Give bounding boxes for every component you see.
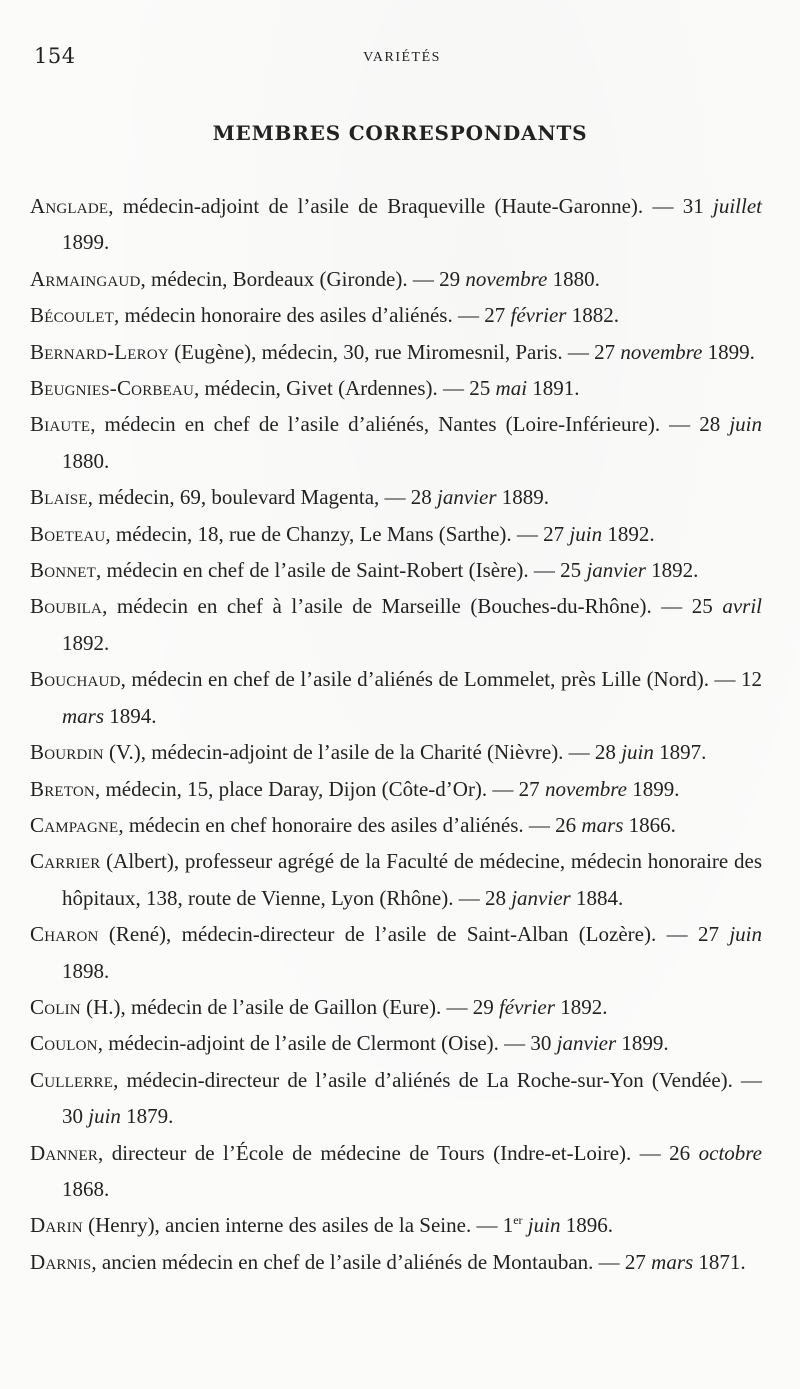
- member-description: , médecin en chef de l’asile de Saint-Robert (Isère). — 25: [96, 558, 587, 583]
- member-entry: [30, 516, 762, 552]
- member-date-month: juin: [729, 922, 762, 947]
- member-name: Blaise: [30, 485, 88, 510]
- member-date-year: 1894.: [104, 703, 157, 728]
- member-name: Bouchaud: [30, 667, 121, 692]
- member-description: , ancien médecin en chef de l’asile d’aliénés de Montauban. — 27: [91, 1249, 652, 1274]
- member-name: Breton: [30, 776, 95, 801]
- member-entry: [30, 479, 762, 515]
- page-number: 154: [34, 44, 76, 68]
- member-name: Charon: [30, 922, 99, 947]
- member-description: , médecin, Bordeaux (Gironde). — 29: [140, 266, 466, 291]
- running-title: VARIÉTÉS: [363, 50, 441, 65]
- member-date-year: 1892.: [62, 630, 110, 655]
- member-entry: [30, 1062, 762, 1135]
- member-entry: [30, 1207, 762, 1243]
- member-name: Campagne: [30, 812, 119, 837]
- member-list: [30, 188, 762, 1280]
- member-description: , médecin-adjoint de l’asile de Braqueville (Haute-Garonne). —: [108, 194, 683, 218]
- member-date-year: 1868.: [62, 1176, 110, 1201]
- member-description: , médecin, 69, boulevard Magenta, — 28: [87, 485, 438, 510]
- member-date-year: 1899.: [62, 230, 110, 255]
- member-entry: [30, 588, 762, 661]
- member-description: (H.), médecin de l’asile de Gaillon (Eure). — 29: [80, 994, 499, 1019]
- member-date-month: janvier: [586, 558, 646, 583]
- member-entry: [30, 661, 762, 734]
- member-date-year: 1896.: [560, 1213, 613, 1238]
- member-date-month: novembre: [544, 776, 627, 801]
- member-description: , médecin, 18, rue de Chanzy, Le Mans (Sarthe). — 27: [105, 521, 570, 546]
- member-date-year: 1892.: [645, 558, 699, 583]
- member-date-year: 1897.: [653, 740, 707, 765]
- member-date-year: 1899.: [616, 1031, 669, 1056]
- member-date-month: novembre: [620, 339, 703, 364]
- member-name: Boubila: [30, 594, 103, 619]
- member-date-year: 1880.: [62, 448, 110, 473]
- member-name: Biaute: [30, 412, 91, 437]
- member-date-year: 1892.: [554, 994, 608, 1019]
- member-name: Colin: [30, 994, 81, 1019]
- member-date-month: juin: [621, 740, 654, 765]
- member-description: (Eugène), médecin, 30, rue Miromesnil, Paris. — 27: [168, 339, 621, 364]
- member-date-month: octobre: [698, 1140, 762, 1165]
- member-date-year: 1898.: [62, 958, 110, 983]
- member-date-month: mars: [581, 812, 624, 837]
- member-date-month: janvier: [437, 485, 497, 510]
- member-name: Coulon: [30, 1031, 98, 1056]
- member-date-year: 1889.: [496, 485, 550, 510]
- member-description: , médecin honoraire des asiles d’aliénés. — 27: [113, 303, 511, 328]
- member-date-month: mars: [651, 1249, 694, 1274]
- member-entry: [30, 370, 762, 406]
- member-description: , médecin, 15, place Daray, Dijon (Côte-d’Or). — 27: [94, 776, 545, 801]
- member-entry: [30, 1135, 762, 1208]
- member-date-month: juin: [522, 1213, 561, 1238]
- member-name: Beugnies-Corbeau: [30, 376, 195, 401]
- member-name: Bonnet: [30, 558, 97, 583]
- member-name: Darin: [30, 1213, 83, 1238]
- member-date-year: 1899.: [626, 776, 680, 801]
- member-date-month: juin: [729, 412, 762, 437]
- member-description: (V.), médecin-adjoint de l’asile de la Charité (Nièvre). — 28: [103, 740, 622, 765]
- member-entry: [30, 916, 762, 989]
- member-date-year: 1879.: [120, 1104, 174, 1129]
- member-date-month: janvier: [511, 885, 571, 910]
- member-name: Carrier: [30, 849, 101, 874]
- member-description: , médecin, Givet (Ardennes). — 25: [194, 376, 496, 401]
- member-description: , directeur de l’École de médecine de Tours (Indre-et-Loire). — 26: [98, 1140, 699, 1165]
- member-entry: [30, 552, 762, 588]
- member-date-month: février: [498, 994, 555, 1019]
- member-name: Bernard-Leroy: [30, 339, 169, 364]
- member-date-year: 1880.: [547, 266, 600, 291]
- ordinal-superscript: er: [513, 1213, 523, 1228]
- member-description: , médecin en chef de l’asile d’aliénés, Nantes (Loire-Inférieure). — 28: [90, 412, 730, 437]
- member-name: Cullerre: [30, 1067, 114, 1092]
- member-entry: [30, 1025, 762, 1061]
- member-entry: [30, 261, 762, 297]
- member-entry: [30, 406, 762, 479]
- member-name: Boeteau: [30, 521, 106, 546]
- member-day: 31: [682, 194, 713, 218]
- member-description: , médecin en chef honoraire des asiles d’aliénés. — 26: [118, 812, 582, 837]
- member-entry: [30, 989, 762, 1025]
- member-name: Bourdin: [30, 740, 104, 765]
- member-entry: [30, 843, 762, 916]
- member-description: , médecin en chef de l’asile d’aliénés de Lommelet, près Lille (Nord). — 12: [120, 667, 762, 692]
- member-date-year: 1891.: [527, 376, 580, 401]
- member-date-month: juin: [569, 521, 603, 546]
- member-name: Darnis: [30, 1249, 92, 1274]
- member-date-month: novembre: [465, 266, 548, 291]
- member-entry: [30, 297, 762, 333]
- member-date-year: 1871.: [693, 1249, 746, 1274]
- member-date-month: février: [510, 303, 567, 328]
- member-description: (Albert), professeur agrégé de la Faculté de médecine, médecin honoraire des hôpitaux, 138, route de Vienne, Lyon (Rhône). — 28: [62, 849, 762, 910]
- member-name: Danner: [30, 1140, 99, 1165]
- member-date-year: 1866.: [623, 812, 676, 837]
- member-date-year: 1884.: [570, 885, 624, 910]
- member-description: , médecin-adjoint de l’asile de Clermont (Oise). — 30: [97, 1031, 557, 1056]
- member-date-year: 1882.: [566, 303, 619, 328]
- member-date-month: avril: [722, 594, 762, 619]
- member-date-year: 1899.: [702, 339, 755, 364]
- member-entry: [30, 334, 762, 370]
- member-entry: [30, 807, 762, 843]
- member-entry: [30, 188, 762, 261]
- member-description: , médecin-directeur de l’asile d’aliénés de La Roche-sur-Yon (Vendée). — 30: [62, 1067, 762, 1129]
- section-title: MEMBRES CORRESPONDANTS: [212, 121, 588, 145]
- member-date-month: janvier: [556, 1031, 617, 1056]
- member-date-month: mars: [62, 703, 105, 728]
- member-name: Anglade: [30, 194, 109, 218]
- member-date-month: juin: [88, 1104, 121, 1129]
- member-name: Armaingaud: [30, 266, 141, 291]
- member-description: , médecin en chef à l’asile de Marseille (Bouches-du-Rhône). — 25: [102, 594, 723, 619]
- member-entry: [30, 771, 762, 807]
- member-date-year: 1892.: [602, 521, 655, 546]
- member-description: (René), médecin-directeur de l’asile de Saint-Alban (Lozère). — 27: [98, 922, 730, 947]
- member-entry: [30, 734, 762, 770]
- member-date-month: juillet: [713, 194, 762, 218]
- member-name: Bécoulet: [30, 303, 114, 328]
- member-description: (Henry), ancien interne des asiles de la Seine. — 1: [82, 1213, 514, 1238]
- member-entry: [30, 1244, 762, 1280]
- member-date-month: mai: [495, 376, 528, 401]
- page-header: [34, 44, 760, 74]
